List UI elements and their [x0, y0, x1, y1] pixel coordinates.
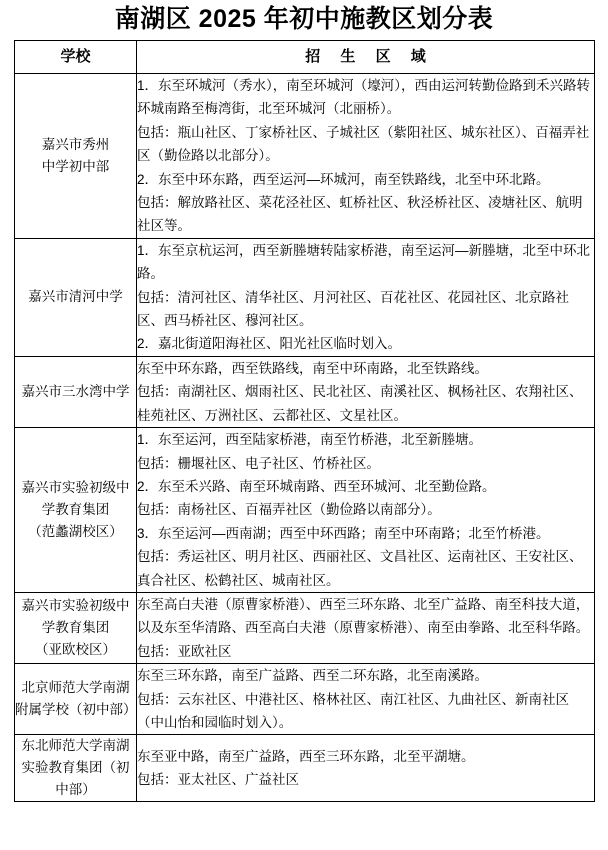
school-name-line: 附属学校（初中部） — [15, 702, 137, 718]
enrollment-area-paragraph: 东至高白夫港（原曹家桥港）、西至三环东路、北至广益路、南至科技大道，以及东至华清路、西至高白夫港（原曹家桥港）、南至由拳路、北至科华路。 — [137, 596, 590, 636]
enrollment-area-paragraph: 2．东至中环东路，西至运河—环城河，南至铁路线，北至中环北路。 — [137, 171, 550, 187]
enrollment-area-paragraph: 1．东至京杭运河，西至新塍塘转陆家桥港，南至运河—新塍塘，北至中环北路。 — [137, 242, 591, 282]
table-row — [15, 428, 595, 593]
enrollment-area-paragraph: 包括：亚欧社区 — [137, 643, 232, 659]
school-name-line: （范蠡湖校区） — [28, 524, 123, 540]
page-title: 南湖区 2025 年初中施教区划分表 — [114, 5, 494, 33]
table-row — [15, 664, 595, 735]
enrollment-area-paragraph: 2．嘉北街道阳海社区、阳光社区临时划入。 — [137, 336, 402, 352]
school-name-cell — [15, 735, 137, 802]
enrollment-area-paragraph: 东至亚中路，南至广益路，西至三环东路，北至平湖塘。 — [137, 748, 475, 764]
school-name-cell — [15, 238, 137, 356]
enrollment-area-paragraph: 1．东至环城河（秀水），南至环城河（壕河），西由运河转勤俭路到禾兴路转环城南路至梅湾街，北至环城河（北丽桥）。 — [137, 78, 591, 117]
enrollment-area-cell — [137, 592, 595, 663]
school-name-line: 学教育集团 — [41, 502, 110, 518]
enrollment-area-paragraph: 2．东至禾兴路、南至环城南路、西至环城河、北至勤俭路。 — [137, 478, 496, 494]
school-name-line: 嘉兴市实验初级中 — [21, 598, 130, 614]
enrollment-area-paragraph: 包括：亚太社区、广益社区 — [137, 772, 299, 788]
school-name-line: 嘉兴市三水湾中学 — [21, 383, 130, 399]
school-name-line: 实验教育集团（初 — [21, 760, 130, 776]
enrollment-area-paragraph: 东至中环东路，西至铁路线，南至中环南路，北至铁路线。 — [137, 360, 488, 376]
school-name-line: 嘉兴市秀州 — [41, 136, 110, 152]
table-container — [14, 40, 594, 802]
enrollment-area-paragraph: 包括：云东社区、中港社区、格林社区、南江社区、九曲社区、新南社区（中山怡和园临时划入）。 — [137, 691, 569, 730]
enrollment-area-paragraph: 东至三环东路，南至广益路、西至二环东路，北至南溪路。 — [137, 668, 488, 684]
enrollment-area-cell — [137, 428, 595, 593]
school-name-cell — [15, 356, 137, 427]
enrollment-area-cell — [137, 74, 595, 239]
school-name-line: 中学初中部 — [41, 158, 110, 174]
enrollment-area-paragraph: 1．东至运河，西至陆家桥港，南至竹桥港，北至新塍塘。 — [137, 432, 483, 448]
school-name-line: 学教育集团 — [41, 620, 110, 636]
school-name-line: 嘉兴市清河中学 — [28, 289, 123, 305]
table-row — [15, 74, 595, 239]
enrollment-area-cell — [137, 735, 595, 802]
school-name-line: 东北师范大学南湖 — [21, 738, 130, 754]
table-row — [15, 356, 595, 427]
school-name-cell — [15, 428, 137, 593]
school-name-cell — [15, 74, 137, 239]
table-row — [15, 592, 595, 663]
table-row — [15, 238, 595, 356]
enrollment-area-paragraph: 包括：秀运社区、明月社区、西丽社区、文昌社区、运南社区、王安社区、真合社区、松鹤社区、城南社区。 — [137, 549, 583, 588]
school-name-line: （亚欧校区） — [35, 642, 116, 658]
enrollment-area-paragraph: 包括：南杨社区、百福弄社区（勤俭路以南部分）。 — [137, 502, 441, 518]
school-name-line: 嘉兴市实验初级中 — [21, 480, 130, 496]
enrollment-area-paragraph: 包括：解放路社区、菜花泾社区、虹桥社区、秋泾桥社区、凌塘社区、航明社区等。 — [137, 195, 583, 234]
table-body — [15, 74, 595, 802]
enrollment-area-paragraph: 包括：瓶山社区、丁家桥社区、子城社区（紫阳社区、城东社区）、百福弄社区（勤俭路以北部分）。 — [137, 124, 590, 164]
table-header — [15, 41, 595, 74]
enrollment-area-paragraph: 包括：清河社区、清华社区、月河社区、百花社区、花园社区、北京路社区、西马桥社区、穆河社区。 — [137, 289, 569, 329]
school-zoning-table — [14, 40, 595, 802]
enrollment-area-cell — [137, 664, 595, 735]
column-header-area: 招 生 区 域 — [137, 41, 595, 74]
enrollment-area-paragraph: 包括：南湖社区、烟雨社区、民北社区、南溪社区、枫杨社区、农翔社区、桂苑社区、万洲社区、云都社区、文星社区。 — [137, 384, 583, 423]
column-header-school: 学校 — [15, 41, 137, 74]
school-name-line: 北京师范大学南湖 — [21, 680, 130, 696]
school-name-line: 中部） — [55, 782, 96, 798]
enrollment-area-paragraph: 3．东至运河—西南湖；西至中环西路；南至中环南路；北至竹桥港。 — [137, 525, 550, 541]
enrollment-area-cell — [137, 356, 595, 427]
school-name-cell — [15, 664, 137, 735]
enrollment-area-cell — [137, 238, 595, 356]
enrollment-area-paragraph: 包括：栅堰社区、电子社区、竹桥社区。 — [137, 455, 380, 471]
table-header-row — [15, 41, 595, 74]
table-row — [15, 735, 595, 802]
school-name-cell — [15, 592, 137, 663]
